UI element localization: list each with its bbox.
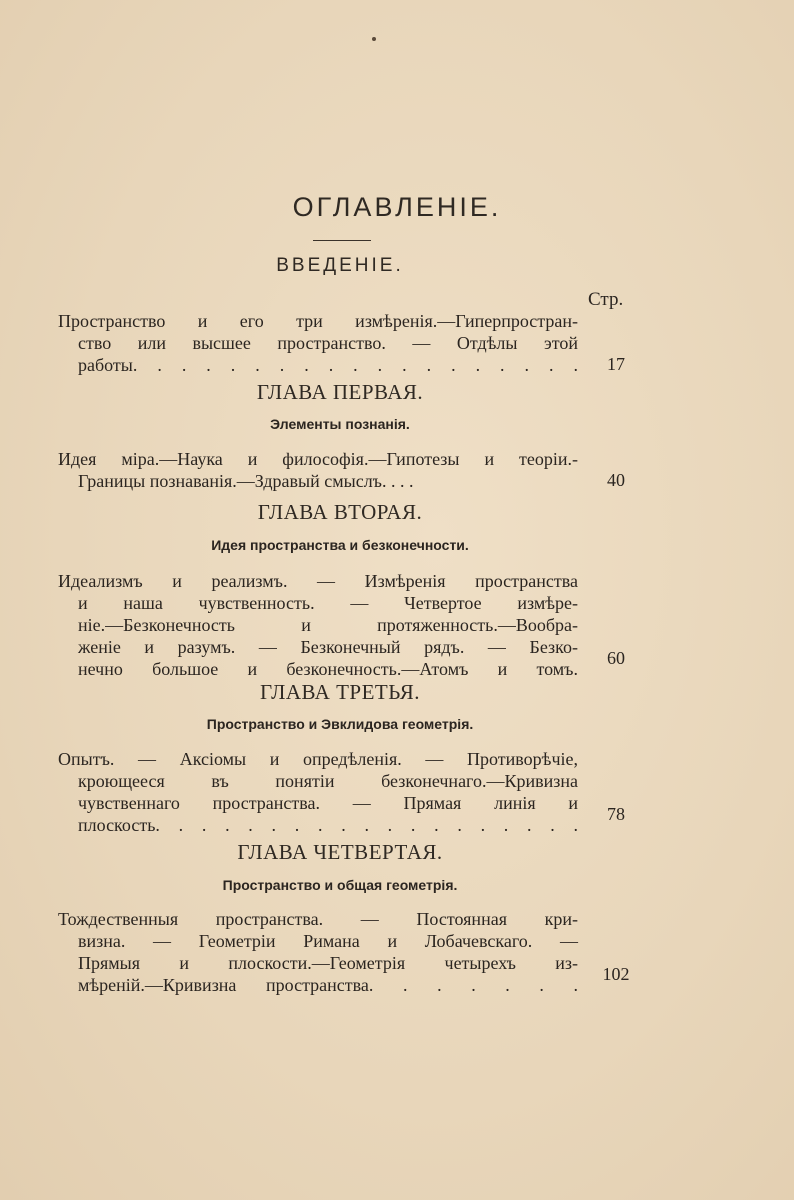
toc-entry-line: мѣреній.—Кривизна пространства. . . . . . . <box>78 975 578 995</box>
toc-entry-line: и наша чувственность. — Четвертое измѣре- <box>78 593 578 613</box>
toc-entry-line: Границы познаванія.—Здравый смыслъ. . . . <box>78 471 414 491</box>
toc-entry-line: Идея міра.—Наука и философія.—Гипотезы и теоріи.- <box>58 449 578 469</box>
toc-entry-line: женіе и разумъ. — Безконечный рядъ. — Безко- <box>78 637 578 657</box>
chapter-subtitle: Идея пространства и безконечности. <box>211 537 469 553</box>
chapter-subtitle: Элементы познанія. <box>270 416 410 432</box>
toc-entry-line: работы. . . . . . . . . . . . . . . . . . . <box>78 355 578 375</box>
toc-entry-line: Идеализмъ и реализмъ. — Измѣренія пространства <box>58 571 578 591</box>
toc-entry-line: ніе.—Безконечность и протяженность.—Вообра- <box>78 615 578 635</box>
toc-entry-line: кроющееся въ понятіи безконечнаго.—Кривизна <box>78 771 578 791</box>
chapter-subtitle: Пространство и общая геометрія. <box>222 877 458 893</box>
paper-speck <box>372 37 376 41</box>
title-rule <box>313 240 371 241</box>
toc-entry-line: Тождественныя пространства. — Постоянная кри- <box>58 909 578 929</box>
toc-title: ОГЛАВЛЕНІЕ. <box>292 192 502 222</box>
toc-entry-line: Пространство и его три измѣренія.—Гиперпростран- <box>58 311 578 331</box>
page-number: 60 <box>607 648 625 668</box>
chapter-heading: ГЛАВА ЧЕТВЕРТАЯ. <box>237 840 443 864</box>
introduction-heading: ВВЕДЕНІЕ. <box>276 255 404 276</box>
toc-entry-line: визна. — Геометріи Римана и Лобачевскаго. — <box>78 931 578 951</box>
chapter-heading: ГЛАВА ТРЕТЬЯ. <box>260 680 420 704</box>
toc-entry-line: нечно большое и безконечность.—Атомъ и томъ. <box>78 659 578 679</box>
toc-entry-line: плоскость. . . . . . . . . . . . . . . . . . . <box>78 815 578 835</box>
toc-entry-line: чувственнаго пространства. — Прямая линія и <box>78 793 578 813</box>
page-column-label: Стр. <box>588 289 624 310</box>
page-number: 17 <box>607 354 625 374</box>
page-number: 78 <box>607 804 625 824</box>
chapter-heading: ГЛАВА ВТОРАЯ. <box>257 500 423 524</box>
toc-entry-line: ство или высшее пространство. — Отдѣлы этой <box>78 333 578 353</box>
page-number: 102 <box>602 964 630 984</box>
chapter-heading: ГЛАВА ПЕРВАЯ. <box>256 380 424 404</box>
toc-entry-line: Опытъ. — Аксіомы и опредѣленія. — Противорѣчіе, <box>58 749 578 769</box>
toc-entry-line: Прямыя и плоскости.—Геометрія четырехъ из- <box>78 953 578 973</box>
page-number: 40 <box>607 470 625 490</box>
chapter-subtitle: Пространство и Эвклидова геометрія. <box>206 716 474 732</box>
